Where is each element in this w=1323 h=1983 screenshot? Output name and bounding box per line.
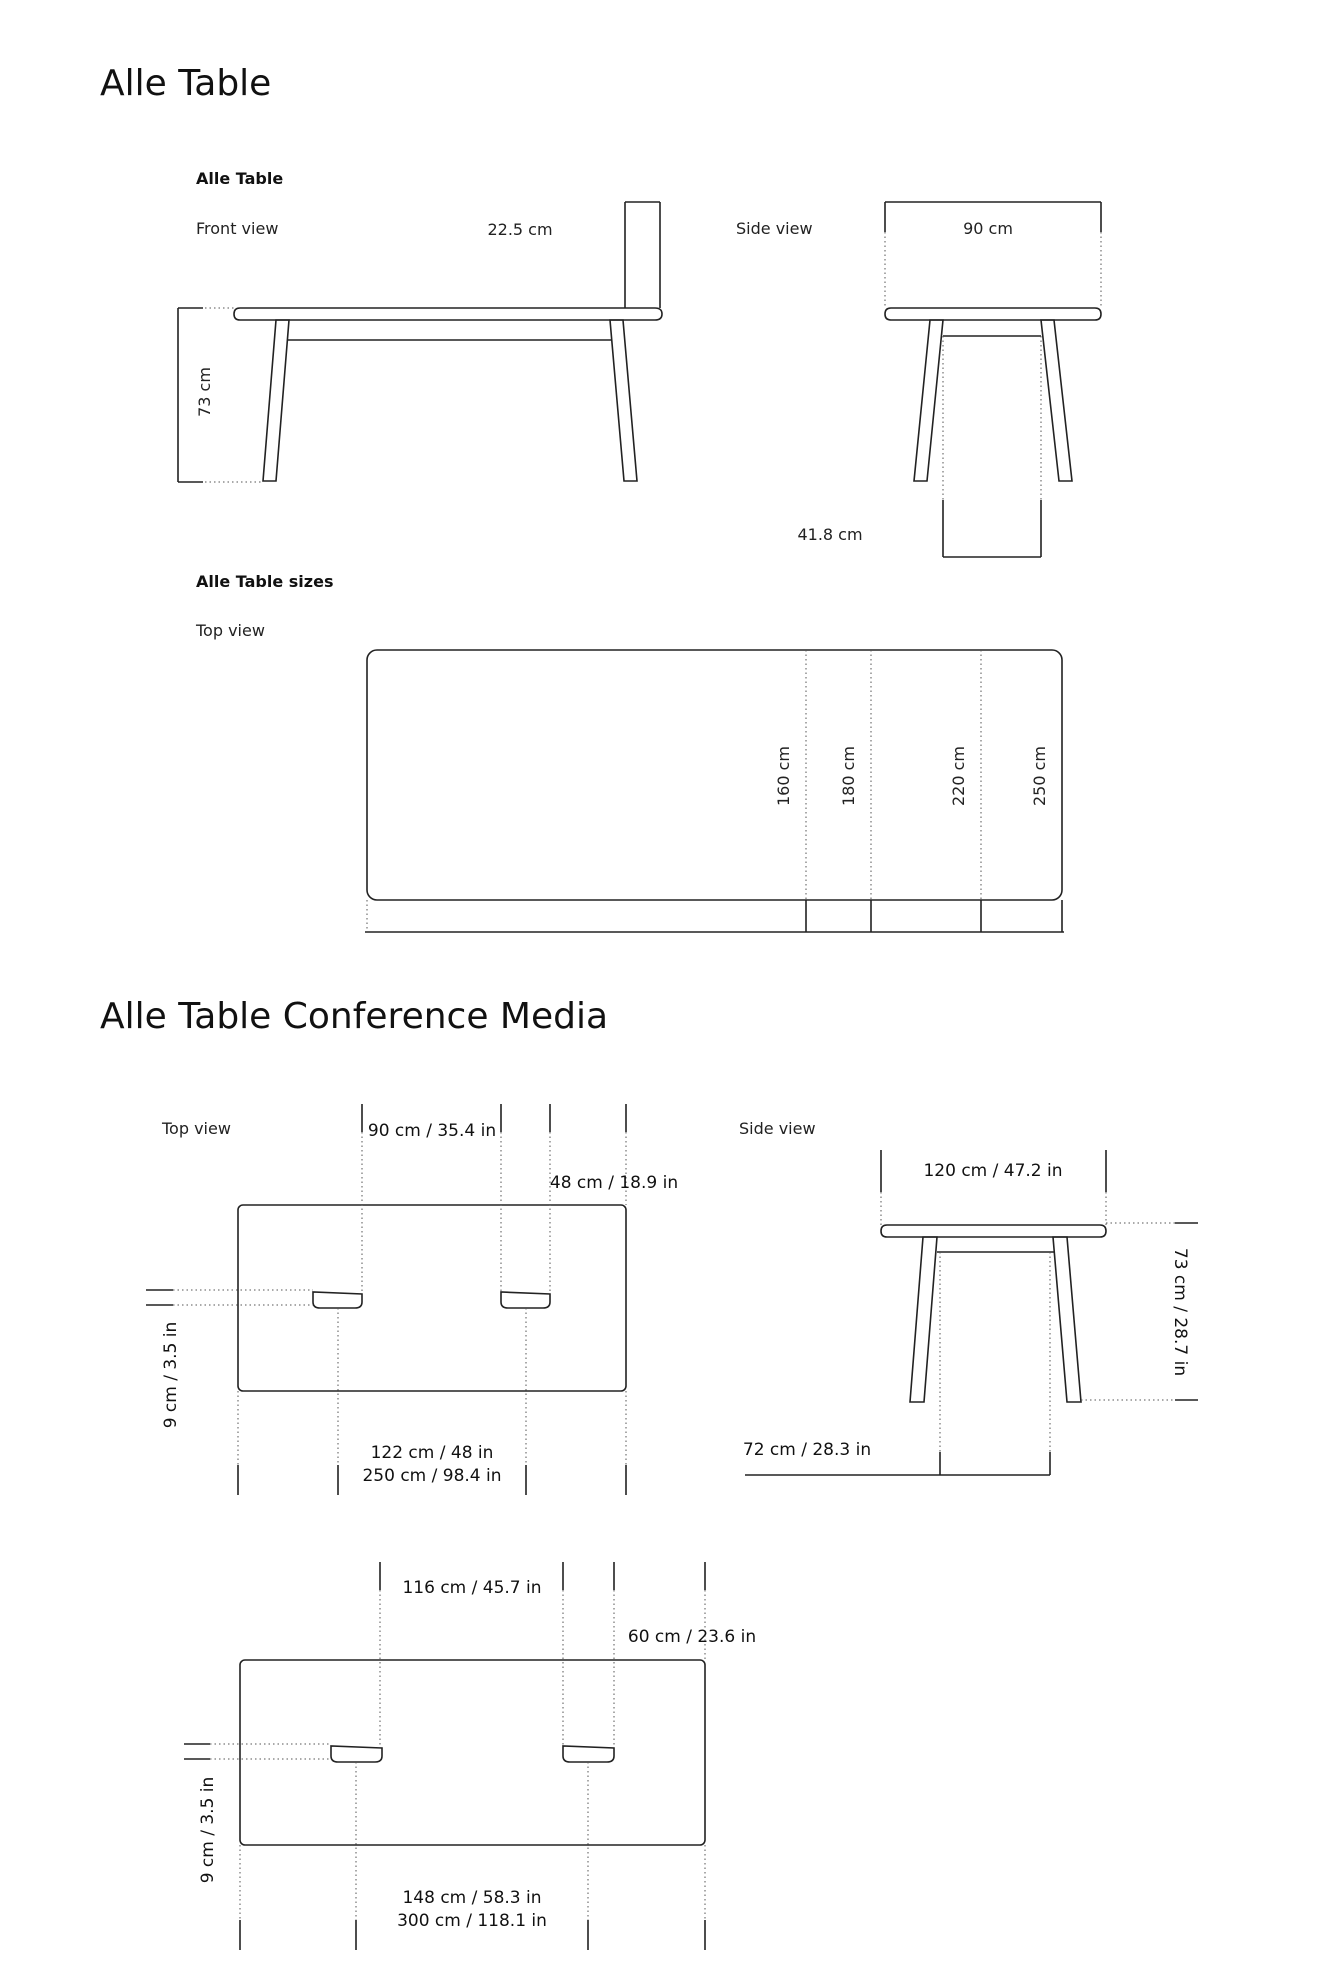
conf-b-length-dimension: 300 cm / 118.1 in (397, 1911, 547, 1931)
conf-b-cutout-dimension: 9 cm / 3.5 in (198, 1776, 218, 1884)
size-length-2: 220 cm (949, 745, 968, 807)
alle-table-subtitle: Alle Table (196, 169, 284, 188)
conf-a-inner-dimension: 122 cm / 48 in (370, 1443, 494, 1463)
conference-top-view-a-drawing (146, 1104, 626, 1495)
conference-side-view-label: Side view (739, 1119, 816, 1138)
size-length-1: 180 cm (839, 745, 858, 807)
conf-a-right-gap-dimension: 48 cm / 18.9 in (549, 1173, 679, 1193)
conf-side-height-dimension: 73 cm / 28.7 in (1170, 1247, 1190, 1377)
section-title-conference: Alle Table Conference Media (100, 996, 609, 1037)
size-length-3: 250 cm (1030, 745, 1049, 807)
conf-b-inner-dimension: 148 cm / 58.3 in (402, 1888, 542, 1908)
conf-b-right-gap-dimension: 60 cm / 23.6 in (627, 1627, 757, 1647)
conf-a-top-gap-dimension: 90 cm / 35.4 in (367, 1121, 497, 1141)
side-view-label: Side view (736, 219, 813, 238)
conf-a-cutout-dimension: 9 cm / 3.5 in (161, 1321, 181, 1429)
conf-side-depth-dimension: 120 cm / 47.2 in (923, 1161, 1063, 1181)
front-height-dimension: 73 cm (195, 367, 214, 417)
section-title-alle-table: Alle Table (100, 63, 272, 104)
conf-side-leg-span-dimension: 72 cm / 28.3 in (742, 1440, 872, 1460)
side-depth-dimension: 90 cm (963, 219, 1013, 238)
front-view-label: Front view (196, 219, 279, 238)
conference-top-view-label: Top view (162, 1119, 231, 1138)
conf-b-top-gap-dimension: 116 cm / 45.7 in (402, 1578, 542, 1598)
conf-a-length-dimension: 250 cm / 98.4 in (362, 1466, 502, 1486)
sizes-top-view-label: Top view (196, 621, 265, 640)
sizes-subtitle: Alle Table sizes (196, 572, 334, 591)
side-leg-span-dimension: 41.8 cm (797, 525, 863, 544)
front-overhang-dimension: 22.5 cm (487, 220, 553, 239)
size-length-0: 160 cm (774, 745, 793, 807)
front-view-drawing (178, 202, 662, 482)
conference-side-view-drawing (742, 1150, 1198, 1475)
side-view-drawing (885, 202, 1101, 557)
